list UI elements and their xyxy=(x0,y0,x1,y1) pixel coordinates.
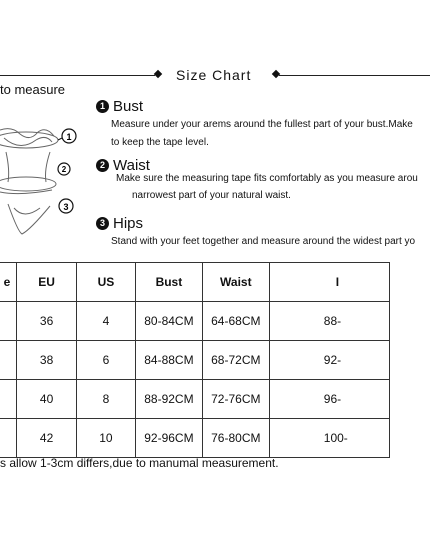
cell-waist: 72-76CM xyxy=(202,380,269,419)
hips-number-badge: 3 xyxy=(96,217,109,230)
header-hips: I xyxy=(269,263,389,302)
table-row xyxy=(0,380,390,419)
cell-size xyxy=(0,419,17,458)
table-row xyxy=(0,419,390,458)
svg-text:1: 1 xyxy=(66,132,72,142)
cell-waist: 68-72CM xyxy=(202,341,269,380)
table-row xyxy=(0,341,390,380)
header-waist: Waist xyxy=(202,263,269,302)
header-us: US xyxy=(76,263,135,302)
bust-description-line-1: Measure under your arems around the fullest part of your bust.Make xyxy=(111,119,413,130)
waist-description-line-2: narrowest part of your natural waist. xyxy=(132,190,291,201)
measurement-note: s allow 1-3cm differs,due to manumal measurement. xyxy=(0,456,279,470)
body-figure-illustration xyxy=(0,112,90,252)
cell-eu: 42 xyxy=(17,419,77,458)
bust-description-line-2: to keep the tape level. xyxy=(111,137,209,148)
section-bust-heading xyxy=(96,98,143,115)
cell-bust: 80-84CM xyxy=(135,302,202,341)
section-hips-heading xyxy=(96,215,143,232)
hips-description-line-1: Stand with your feet together and measure around the widest part yo xyxy=(111,236,416,247)
title-rule-right xyxy=(279,75,430,76)
title-diamond-left xyxy=(154,70,162,78)
page-title: Size Chart xyxy=(176,67,252,83)
table-row xyxy=(0,302,390,341)
marker-1 xyxy=(62,129,76,143)
how-to-measure-label: to measure xyxy=(0,82,66,97)
cell-eu: 38 xyxy=(17,341,77,380)
cell-hips: 96- xyxy=(269,380,389,419)
cell-size xyxy=(0,341,17,380)
cell-hips: 88- xyxy=(269,302,389,341)
cell-size xyxy=(0,380,17,419)
cell-waist: 76-80CM xyxy=(202,419,269,458)
waist-title: Waist xyxy=(113,157,150,174)
bust-title: Bust xyxy=(113,98,144,115)
header-eu: EU xyxy=(17,263,77,302)
cell-hips: 92- xyxy=(269,341,389,380)
header-size: e xyxy=(0,263,17,302)
cell-eu: 36 xyxy=(17,302,77,341)
title-diamond-right xyxy=(272,70,280,78)
cell-us: 6 xyxy=(76,341,135,380)
cell-eu: 40 xyxy=(17,380,77,419)
cell-us: 10 xyxy=(76,419,135,458)
svg-text:2: 2 xyxy=(61,165,67,174)
cell-bust: 88-92CM xyxy=(135,380,202,419)
cell-bust: 92-96CM xyxy=(135,419,202,458)
cell-waist: 64-68CM xyxy=(202,302,269,341)
cell-size xyxy=(0,302,17,341)
waist-number-badge: 2 xyxy=(96,159,109,172)
title-rule-left xyxy=(0,75,155,76)
cell-us: 4 xyxy=(76,302,135,341)
bust-number-badge: 1 xyxy=(96,100,109,113)
marker-3 xyxy=(59,199,73,213)
svg-text:3: 3 xyxy=(63,202,69,212)
cell-bust: 84-88CM xyxy=(135,341,202,380)
cell-us: 8 xyxy=(76,380,135,419)
marker-2 xyxy=(58,163,70,175)
cell-hips: 100- xyxy=(269,419,389,458)
size-table xyxy=(0,262,390,458)
waist-description-line-1: Make sure the measuring tape fits comfortably as you measure arou xyxy=(116,173,418,184)
table-header-row xyxy=(0,263,390,302)
hips-title: Hips xyxy=(113,215,144,232)
header-bust: Bust xyxy=(135,263,202,302)
